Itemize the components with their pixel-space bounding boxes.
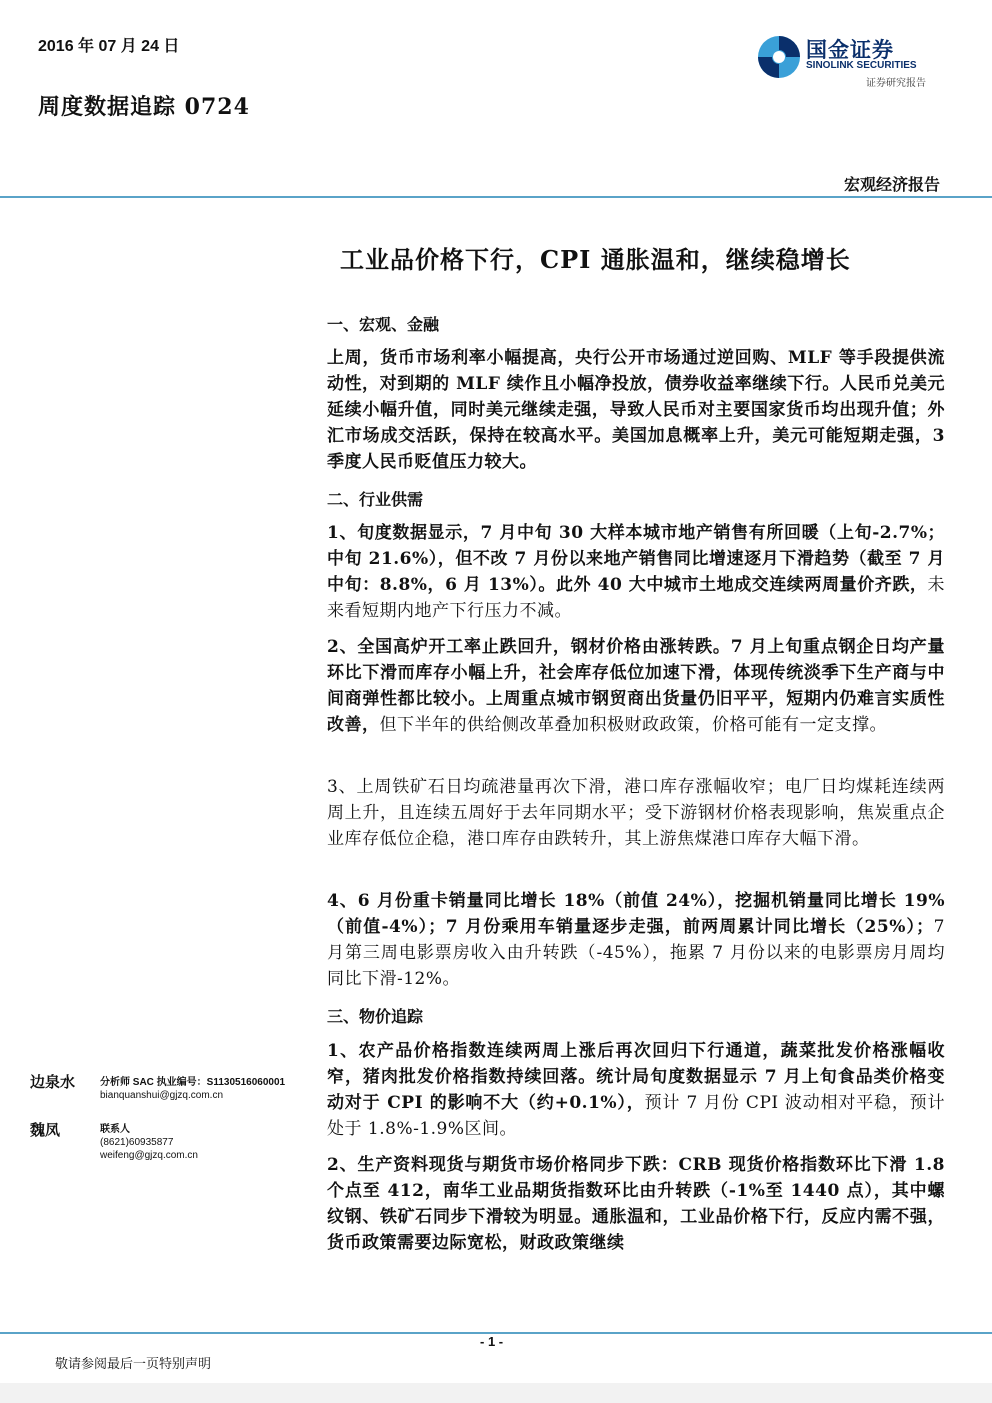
page-bottom-bar (0, 1383, 992, 1403)
paragraph-prices-1 (327, 1038, 945, 1142)
page-number: - 1 - (480, 1334, 504, 1349)
report-series-title: 周度数据追踪 0724 (38, 94, 250, 120)
company-logo (756, 32, 946, 92)
author-name: 魏凤 (30, 1121, 61, 1139)
logo-english-name: SINOLINK SECURITIES (806, 60, 917, 71)
report-date: 2016 年 07 月 24 日 (38, 38, 180, 55)
author-email: bianquanshui@gjzq.com.cn (100, 1090, 224, 1101)
author-name: 边泉水 (30, 1073, 76, 1091)
author-phone: (8621)60935877 (100, 1137, 174, 1148)
section-heading-industry: 二、行业供需 (327, 490, 424, 509)
paragraph-bold-text: 上周，货币市场利率小幅提高，央行公开市场通过逆回购、MLF 等手段提供流动性，对到期的 MLF 续作且小幅净投放，债券收益率继续下行。人民币兑美元延续小幅升值，同时美元继续走强，导致人民币对主要国家货币均出现升值；外汇市场成交活跃，保持在较高水平。美国加息概率上升，美元可能短期走强，3 季度人民币贬值压力较大。 (327, 348, 945, 472)
logo-subtitle: 证券研究报告 (866, 78, 926, 89)
paragraph-bold-text: 4、6 月份重卡销量同比增长 18%（前值 24%），挖掘机销量同比增长 19%（前值-4%）；7 月份乘用车销量逐步走强，前两周累计同比增长（25%）； (327, 891, 945, 937)
section-heading-prices: 三、物价追踪 (327, 1007, 424, 1026)
author-cert-label: 分析师 SAC 执业编号： (100, 1077, 207, 1088)
paragraph-prices-2 (327, 1152, 945, 1256)
author-role-label: 联系人 (100, 1124, 130, 1135)
paragraph-normal-text: 但下半年的供给侧改革叠加积极财政政策，价格可能有一定支撑。 (379, 715, 887, 735)
paragraph-bold-text: 2、全国高炉开工率止跌回升，钢材价格由涨转跌。7 月上旬重点钢企日均产量环比下滑而库存小幅上升，社会库存低位加速下滑，体现传统淡季下生产商与中间商弹性都比较小。上周重点城市钢贸商出货量仍旧平平，短期内仍难言实质性改善， (327, 637, 945, 735)
paragraph-industry-2 (327, 634, 945, 738)
disclaimer-note: 敬请参阅最后一页特别声明 (55, 1357, 212, 1372)
author-email: weifeng@gjzq.com.cn (100, 1150, 198, 1161)
paragraph-bold-text: 2、生产资料现货与期货市场价格同步下跌：CRB 现货价格指数环比下滑 1.8 个点至 412，南华工业品期货指数环比由升转跌（-1%至 1440 点），其中螺纹钢、铁矿石同步下滑较为明显。通胀温和，工业品价格下行，反应内需不强，货币政策需要边际宽松，财政政策继续 (327, 1155, 945, 1253)
author-contact (100, 1123, 198, 1162)
paragraph-normal-text: 7 月第三周电影票房收入由升转跌（-45%），拖累 7 月份以来的电影票房月周均同比下滑-12%。 (327, 917, 945, 989)
paragraph-industry-4 (327, 888, 945, 992)
author-contact (100, 1076, 285, 1102)
paragraph-industry-3 (327, 774, 945, 852)
paragraph-bold-text: 1、农产品价格指数连续两周上涨后再次回归下行通道，蔬菜批发价格涨幅收窄，猪肉批发价格指数持续回落。统计局旬度数据显示 7 月上旬食品类价格变动对于 CPI 的影响不大（约+0.1%）， (327, 1041, 945, 1113)
header-divider (0, 196, 992, 198)
paragraph-normal-text: 预计 7 月份 CPI 波动相对平稳，预计处于 1.8%-1.9%区间。 (327, 1093, 946, 1139)
paragraph-industry-1 (327, 520, 945, 624)
paragraph-normal-text: 3、上周铁矿石日均疏港量再次下滑，港口库存涨幅收窄；电厂日均煤耗连续两周上升，且连续五周好于去年同期水平；受下游钢材价格表现影响，焦炭重点企业库存低位企稳，港口库存由跌转升，其上游焦煤港口库存大幅下滑。 (327, 777, 945, 849)
main-title: 工业品价格下行，CPI 通胀温和，继续稳增长 (340, 245, 851, 274)
section-heading-macro: 一、宏观、金融 (327, 315, 440, 334)
author-cert-number: S1130516060001 (206, 1077, 286, 1088)
logo-chinese-name: 国金证券 (806, 37, 894, 62)
paragraph-macro (327, 345, 945, 475)
paragraph-bold-text: 1、旬度数据显示，7 月中旬 30 大样本城市地产销售有所回暖（上旬-2.7%；中旬 21.6%），但不改 7 月份以来地产销售同比增速逐月下滑趋势（截至 7 月中旬：8.8%，6 月 13%）。此外 40 大中城市土地成交连续两周量价齐跌， (327, 523, 945, 595)
report-type-label: 宏观经济报告 (843, 175, 940, 194)
logo-emblem-icon (756, 34, 802, 80)
paragraph-normal-text: 未来看短期内地产下行压力不减。 (327, 575, 945, 621)
